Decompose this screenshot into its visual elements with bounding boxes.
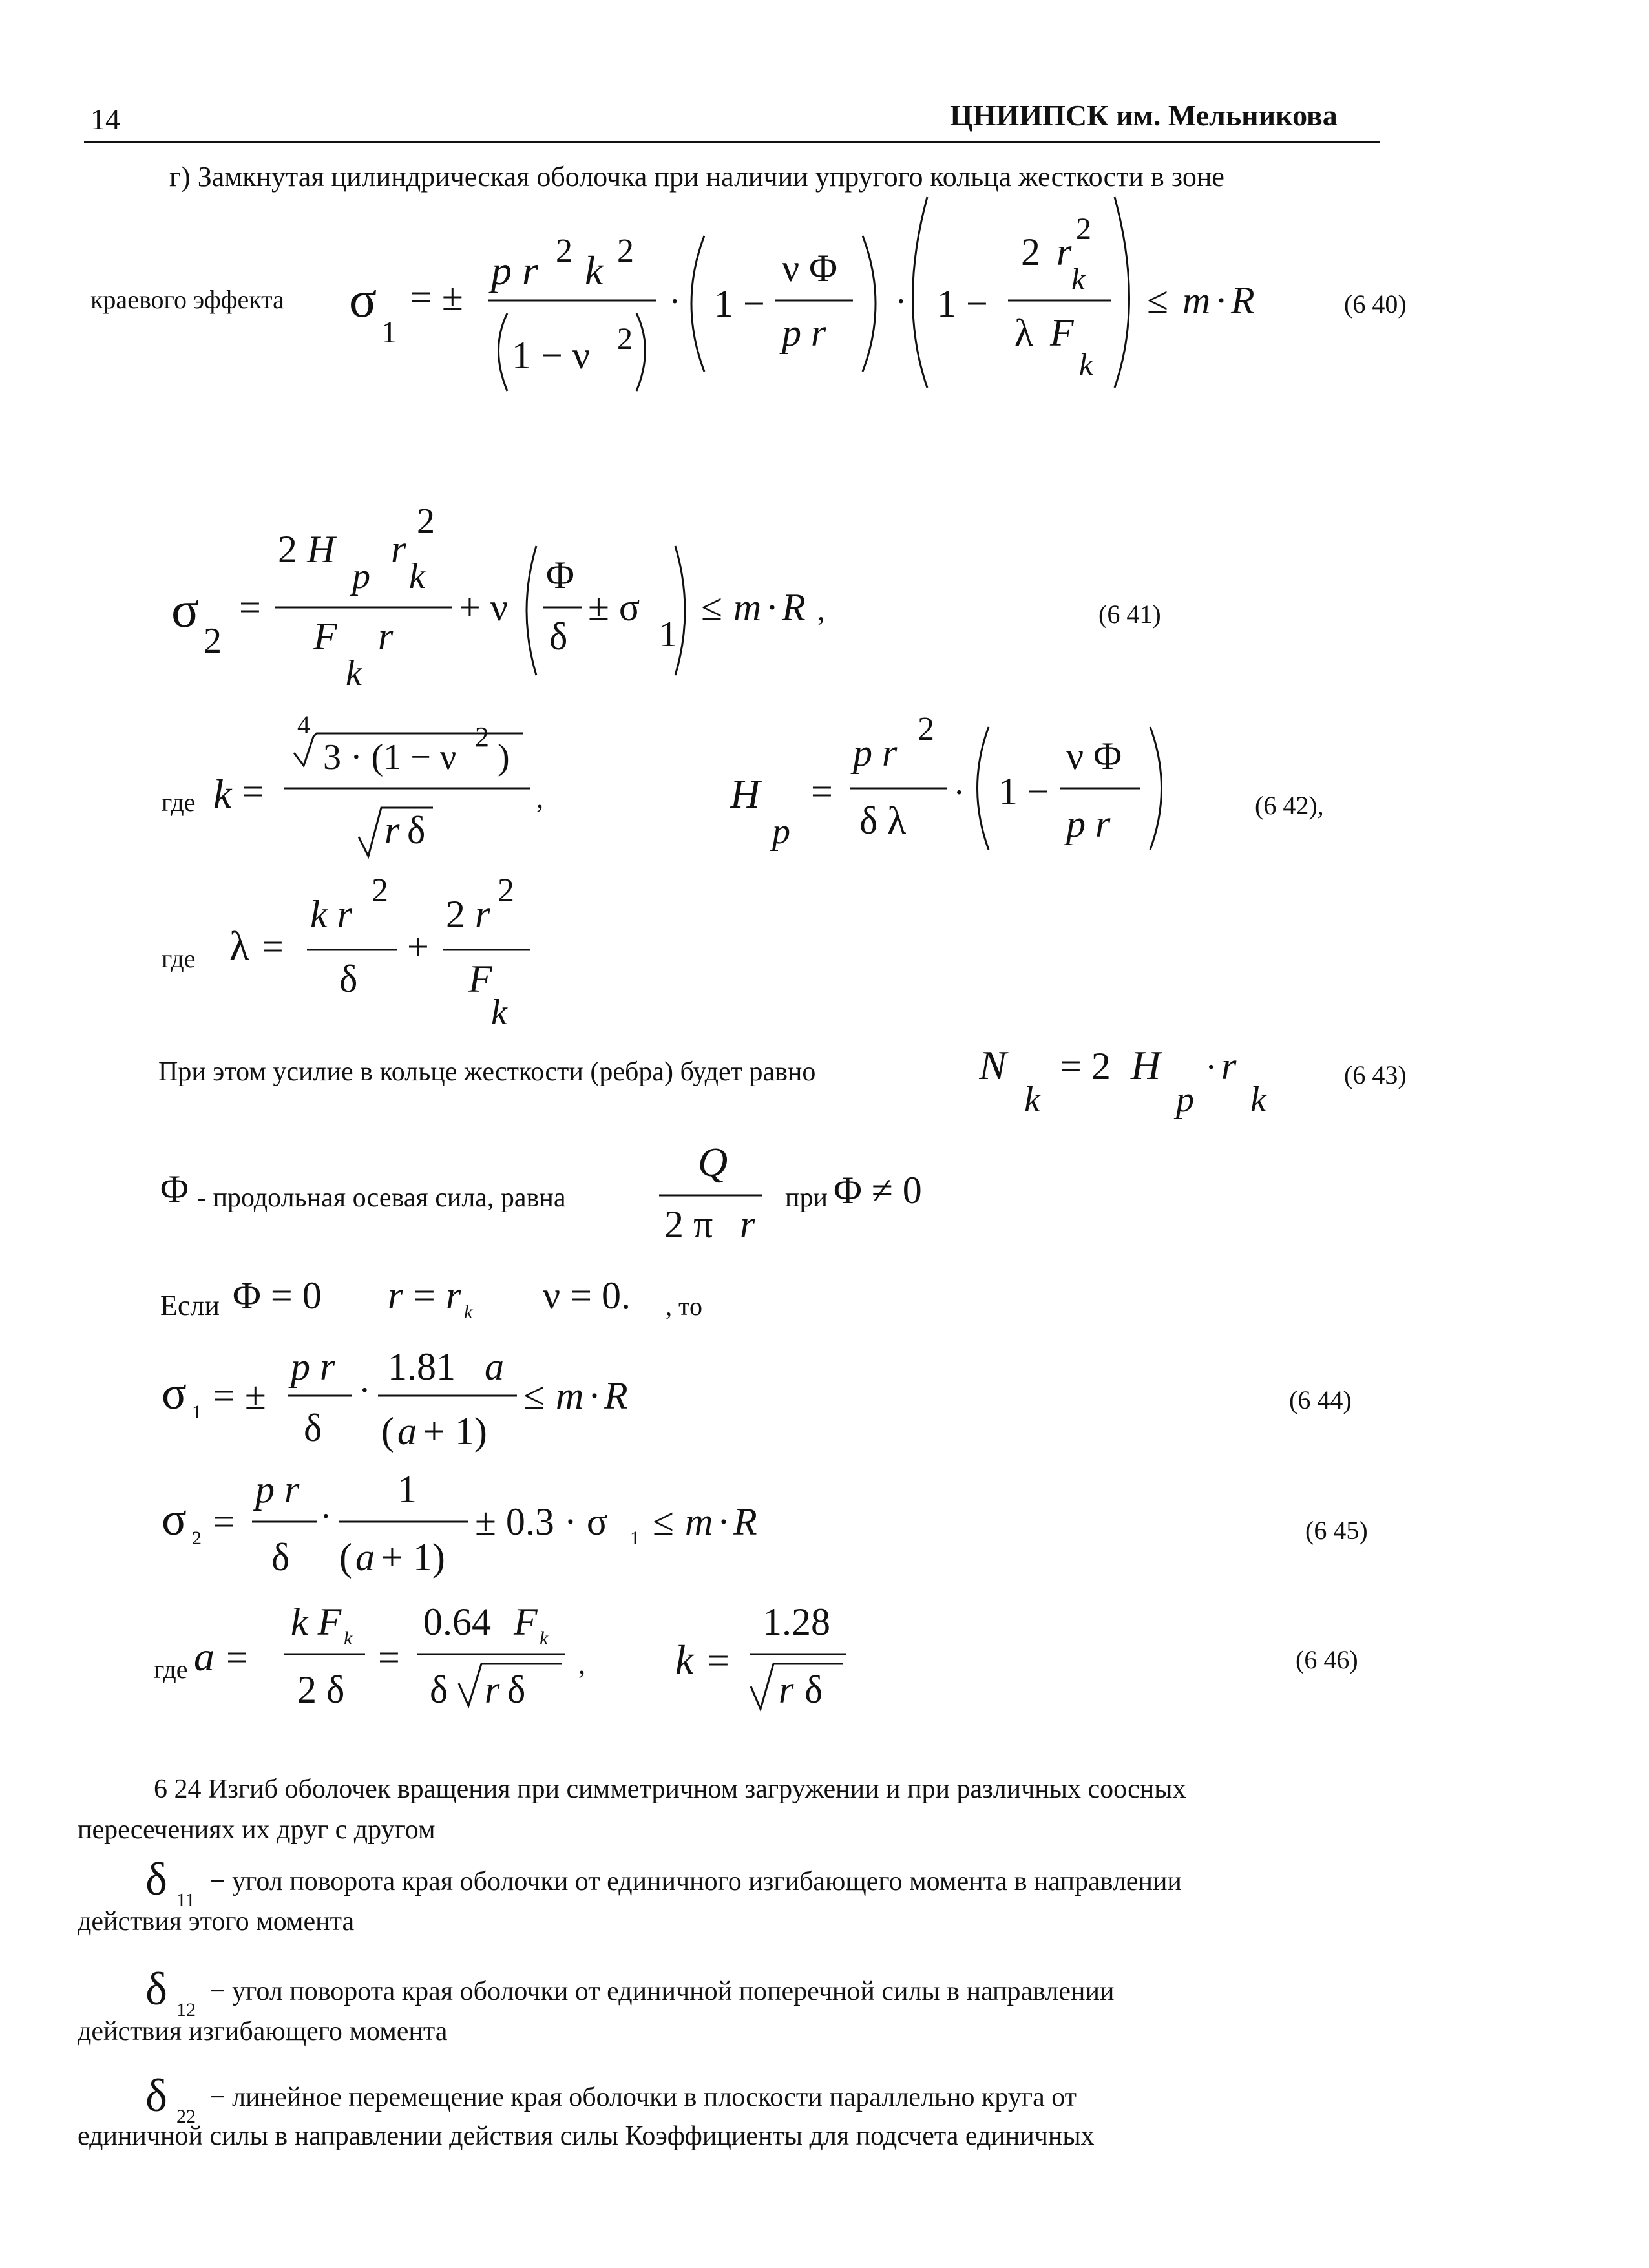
svg-text:δ: δ: [339, 958, 358, 1000]
ring-force-text: При этом усилие в кольце жесткости (ребра) будет равно: [158, 1057, 816, 1087]
svg-text:F: F: [468, 958, 492, 1000]
eq-number-6-41: (6 41): [1098, 600, 1161, 629]
svg-text:4: 4: [297, 710, 310, 739]
svg-text:r: r: [391, 528, 406, 571]
svg-text:,: ,: [817, 593, 825, 627]
svg-text:1: 1: [659, 614, 677, 655]
svg-text:δ: δ: [430, 1668, 448, 1711]
svg-text:p r: p r: [491, 247, 538, 293]
svg-text:k: k: [540, 1628, 549, 1649]
section-g-intro: г) Замкнутая цилиндрическая оболочка при наличии упругого кольца жесткости в зоне: [169, 161, 1224, 193]
svg-text:= ±: = ±: [410, 276, 463, 319]
svg-text:2: 2: [417, 501, 435, 541]
svg-text:r: r: [1221, 1045, 1237, 1087]
svg-text:H: H: [307, 528, 335, 571]
svg-text:σ: σ: [162, 1493, 187, 1545]
svg-text:p: p: [352, 556, 370, 596]
formula-6-45: [158, 1464, 837, 1599]
svg-text:Φ ≠ 0: Φ ≠ 0: [834, 1169, 922, 1212]
svg-text:a: a: [355, 1536, 375, 1579]
svg-text:p r: p r: [1066, 803, 1111, 845]
section-624-heading-line2: пересечениях их друг с другом: [78, 1815, 436, 1845]
svg-text:1 −: 1 −: [998, 770, 1049, 813]
svg-text:1: 1: [192, 1402, 202, 1423]
svg-text:m: m: [556, 1374, 584, 1417]
svg-text:δ: δ: [271, 1536, 290, 1579]
svg-text:k: k: [1071, 262, 1086, 297]
svg-text:r: r: [378, 615, 394, 658]
svg-text:δ: δ: [145, 1963, 167, 2015]
svg-text:+ 1): + 1): [423, 1410, 487, 1453]
label-where-2: где: [162, 944, 196, 973]
formula-lambda: [226, 863, 562, 1044]
svg-text:2: 2: [475, 721, 489, 753]
svg-text:δ: δ: [407, 809, 426, 852]
svg-text:δ: δ: [507, 1668, 526, 1711]
section-624-heading-line1: 6 24 Изгиб оболочек вращения при симметричном загружении и при различных соосных: [154, 1774, 1186, 1804]
svg-text:p r: p r: [291, 1345, 335, 1388]
svg-text:= 2: = 2: [1060, 1045, 1111, 1087]
svg-text:ν = 0.: ν = 0.: [543, 1274, 631, 1317]
svg-text:2 δ: 2 δ: [297, 1668, 345, 1711]
svg-text:2: 2: [617, 233, 634, 269]
svg-text:): ): [498, 737, 510, 777]
formula-6-42-k: [213, 688, 575, 876]
formula-6-41: [165, 491, 908, 704]
svg-text:k r: k r: [310, 893, 352, 936]
svg-text:0.64: 0.64: [423, 1601, 491, 1643]
svg-text:r: r: [475, 893, 490, 936]
svg-text:σ: σ: [349, 271, 377, 328]
eq-number-6-43: (6 43): [1344, 1060, 1407, 1089]
svg-text:22: 22: [176, 2106, 196, 2127]
svg-text:=: =: [414, 1274, 436, 1317]
svg-text:k: k: [344, 1628, 353, 1649]
svg-text:Φ: Φ: [546, 554, 574, 596]
svg-text:=: =: [213, 1500, 235, 1543]
svg-text:11: 11: [176, 1889, 195, 1911]
svg-text:1: 1: [381, 315, 397, 350]
svg-text:·: ·: [669, 282, 681, 322]
label-where-1: где: [162, 788, 196, 817]
svg-text:k: k: [1250, 1080, 1266, 1120]
svg-text:± σ: ± σ: [588, 586, 640, 629]
svg-text:σ: σ: [171, 582, 200, 638]
svg-text:·: ·: [766, 586, 779, 629]
svg-text:,: ,: [536, 782, 543, 814]
svg-text:N: N: [979, 1042, 1007, 1088]
svg-text:δ λ: δ λ: [859, 799, 907, 842]
svg-text:·: ·: [1205, 1047, 1217, 1087]
svg-text:± 0.3 · σ: ± 0.3 · σ: [475, 1500, 608, 1543]
svg-text:k F: k F: [291, 1601, 342, 1643]
svg-text:·: ·: [895, 282, 907, 322]
formula-6-46: [194, 1593, 866, 1741]
svg-text:r: r: [740, 1203, 755, 1246]
phi-symbol: [160, 1163, 199, 1215]
svg-text:R: R: [782, 586, 806, 629]
svg-text:k: k: [1024, 1080, 1040, 1120]
svg-text:R: R: [733, 1500, 757, 1543]
delta-22-desc-line1: − линейное перемещение края оболочки в плоскости параллельно круга от: [210, 2083, 1077, 2112]
svg-text:ν Φ: ν Φ: [1066, 735, 1122, 777]
svg-text:k: k: [585, 247, 604, 293]
svg-text:Φ = 0: Φ = 0: [233, 1274, 322, 1317]
svg-text:·: ·: [359, 1370, 371, 1411]
eq-number-6-42: (6 42),: [1255, 791, 1324, 820]
svg-text:2: 2: [372, 872, 388, 909]
svg-text:r: r: [446, 1274, 461, 1317]
svg-text:2: 2: [556, 233, 572, 269]
svg-text:F: F: [1050, 311, 1074, 354]
svg-text:1.81: 1.81: [388, 1345, 456, 1388]
header-rule: [84, 141, 1380, 143]
svg-text:2: 2: [446, 893, 465, 936]
svg-text:k: k: [464, 1301, 473, 1323]
svg-text:,: ,: [578, 1648, 585, 1680]
institution-name: ЦНИИПСК им. Мельникова: [950, 99, 1338, 132]
svg-text:F: F: [313, 615, 337, 658]
svg-text:·: ·: [1215, 279, 1228, 322]
svg-text:·: ·: [588, 1374, 601, 1417]
svg-text:δ: δ: [549, 615, 568, 658]
svg-text:= ±: = ±: [213, 1374, 266, 1417]
svg-text:12: 12: [176, 1999, 196, 2021]
formula-6-42-hp: [730, 701, 1182, 869]
svg-text:≤: ≤: [653, 1500, 674, 1543]
svg-text:1 −: 1 −: [937, 282, 988, 325]
formula-6-43: [979, 1027, 1315, 1131]
svg-text:ν Φ: ν Φ: [782, 247, 837, 289]
symbol-delta-12: [145, 1958, 210, 2022]
svg-text:=: =: [242, 770, 264, 813]
svg-text:2: 2: [918, 711, 934, 748]
svg-text:δ: δ: [145, 1853, 167, 1905]
svg-text:1 −: 1 −: [714, 282, 765, 325]
svg-text:Φ: Φ: [160, 1168, 189, 1210]
section-g-intro-continuation: краевого эффекта: [90, 285, 284, 314]
svg-text:2: 2: [192, 1528, 202, 1549]
svg-text:r: r: [485, 1668, 500, 1711]
formula-phi-nonzero: [834, 1163, 982, 1221]
svg-text:≤: ≤: [701, 586, 722, 629]
svg-text:=: =: [378, 1636, 400, 1679]
svg-text:λ: λ: [1014, 311, 1034, 354]
eq-number-6-40: (6 40): [1344, 289, 1407, 319]
then-label: , то: [666, 1292, 702, 1321]
svg-text:=: =: [811, 770, 833, 813]
svg-text:3 · (1 − ν: 3 · (1 − ν: [323, 737, 457, 777]
svg-text:=: =: [708, 1639, 730, 1682]
svg-text:k: k: [675, 1637, 694, 1683]
svg-text:1: 1: [397, 1468, 417, 1511]
svg-text:k: k: [409, 556, 425, 596]
svg-text:σ: σ: [162, 1367, 187, 1419]
formula-6-40: [342, 194, 1286, 407]
svg-text:=: =: [262, 925, 284, 968]
svg-text:H: H: [1131, 1042, 1161, 1088]
svg-text:≤: ≤: [1147, 279, 1168, 322]
svg-text:a: a: [194, 1633, 215, 1679]
label-where-3: где: [154, 1655, 188, 1684]
svg-text:F: F: [514, 1601, 538, 1643]
svg-text:H: H: [730, 771, 761, 817]
svg-text:δ: δ: [145, 2070, 167, 2121]
svg-text:p r: p r: [782, 311, 826, 354]
svg-text:a: a: [397, 1410, 417, 1453]
svg-text:2: 2: [1076, 212, 1091, 246]
eq-number-6-45: (6 45): [1305, 1516, 1368, 1545]
svg-text:m: m: [1182, 279, 1211, 322]
svg-text:+: +: [407, 925, 429, 968]
svg-text:r: r: [388, 1274, 403, 1317]
svg-text:r: r: [1056, 231, 1072, 273]
delta-12-desc-line2: действия изгибающего момента: [78, 2017, 448, 2046]
svg-text:·: ·: [320, 1496, 332, 1537]
if-label: Если: [160, 1290, 220, 1321]
eq-number-6-46: (6 46): [1296, 1645, 1358, 1674]
symbol-delta-11: [145, 1848, 210, 1913]
symbol-delta-22: [145, 2064, 210, 2129]
delta-22-desc-line2: единичной силы в направлении действия силы Коэффициенты для подсчета единичных: [78, 2121, 1095, 2151]
svg-text:p r: p r: [853, 731, 898, 774]
formula-6-44: [158, 1331, 740, 1473]
svg-text:≤: ≤: [523, 1374, 545, 1417]
svg-text:=: =: [239, 586, 261, 629]
delta-11-desc-line1: − угол поворота края оболочки от единичного изгибающего момента в направлении: [210, 1867, 1182, 1896]
eq-number-6-44: (6 44): [1289, 1385, 1352, 1414]
phi-condition-prefix: при: [785, 1183, 828, 1213]
svg-text:a: a: [485, 1345, 504, 1388]
svg-text:r: r: [779, 1668, 794, 1711]
svg-text:2: 2: [498, 872, 514, 909]
svg-text:p r: p r: [255, 1468, 300, 1511]
svg-text:δ: δ: [304, 1407, 322, 1449]
svg-text:k: k: [1079, 348, 1093, 382]
svg-text:2: 2: [617, 322, 633, 356]
svg-text:·: ·: [953, 773, 965, 813]
svg-text:(: (: [381, 1410, 394, 1453]
svg-text:δ: δ: [804, 1668, 823, 1711]
svg-text:r: r: [384, 809, 400, 852]
svg-text:2: 2: [278, 528, 297, 571]
svg-text:λ: λ: [229, 923, 250, 969]
svg-text:(: (: [339, 1536, 352, 1579]
svg-text:2 π: 2 π: [664, 1203, 713, 1246]
svg-text:·: ·: [717, 1500, 730, 1543]
svg-text:1.28: 1.28: [762, 1601, 830, 1643]
formula-phi-value: [653, 1128, 782, 1257]
svg-text:k: k: [213, 771, 232, 817]
delta-12-desc-line1: − угол поворота края оболочки от единичной поперечной силы в направлении: [210, 1977, 1115, 2006]
svg-text:m: m: [685, 1500, 713, 1543]
svg-text:1: 1: [630, 1528, 640, 1549]
svg-text:=: =: [226, 1636, 248, 1679]
delta-11-desc-line2: действия этого момента: [78, 1907, 355, 1937]
svg-text:p: p: [1176, 1080, 1194, 1120]
page-number: 14: [90, 103, 120, 136]
svg-text:2: 2: [1021, 231, 1040, 273]
phi-description: - продольная осевая сила, равна: [197, 1183, 566, 1213]
svg-text:m: m: [733, 586, 762, 629]
svg-text:k: k: [346, 653, 362, 693]
svg-text:Q: Q: [698, 1139, 728, 1185]
svg-text:1 − ν: 1 − ν: [512, 334, 590, 377]
svg-text:p: p: [772, 812, 790, 852]
svg-text:2: 2: [204, 621, 222, 661]
svg-text:k: k: [491, 992, 507, 1033]
svg-text:R: R: [604, 1374, 628, 1417]
svg-text:+ 1): + 1): [381, 1536, 445, 1579]
svg-text:R: R: [1231, 279, 1255, 322]
svg-text:+ ν: + ν: [459, 586, 508, 629]
